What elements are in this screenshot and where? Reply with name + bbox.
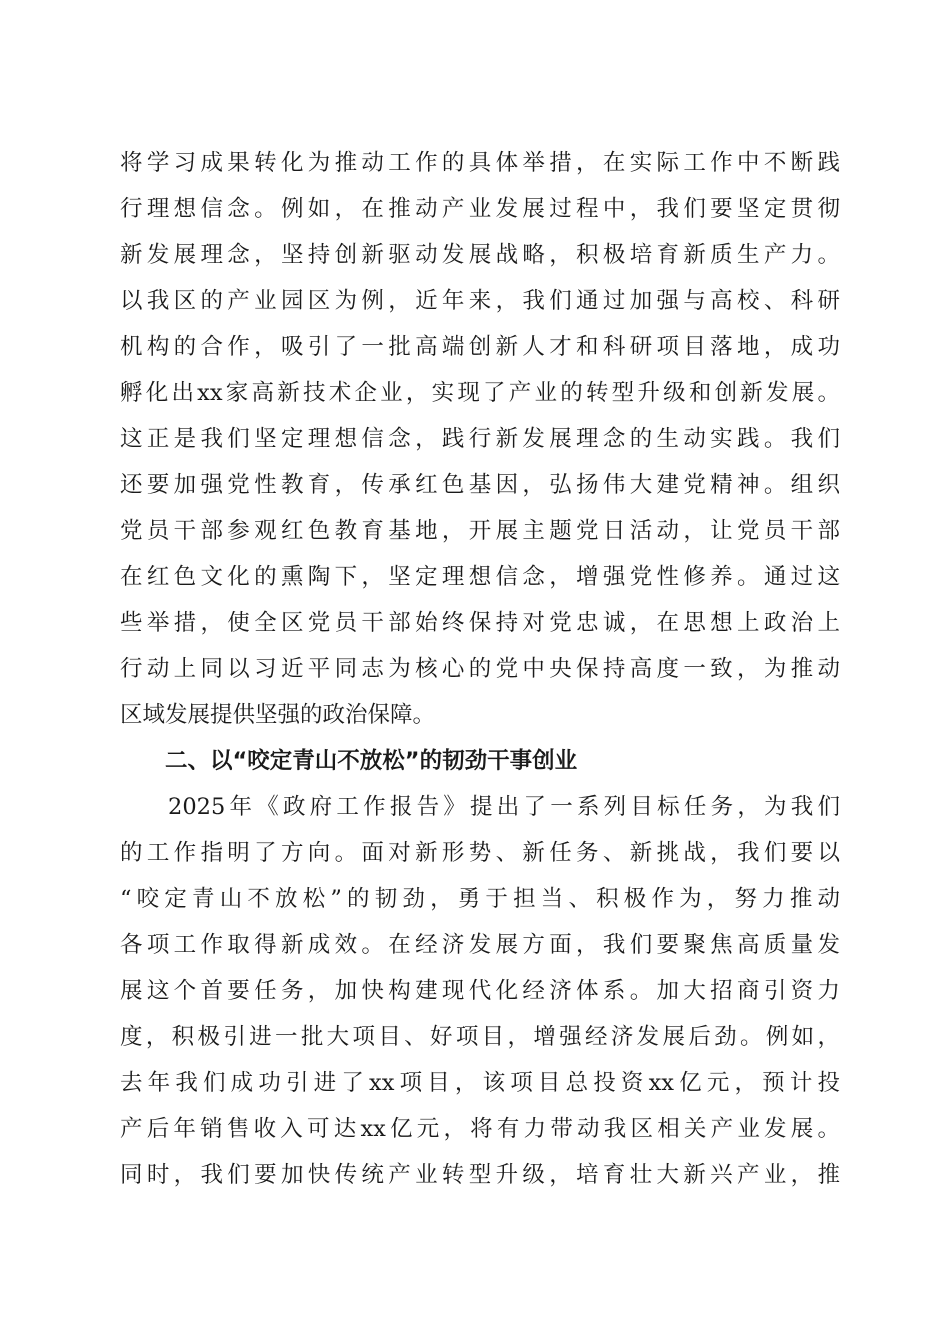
paragraph-line: 度，积极引进一批大项目、好项目，增强经济发展后劲。例如， [120,1024,840,1050]
paragraph-2 [120,784,840,1198]
paragraph-line: 以我区的产业园区为例，近年来，我们通过加强与高校、科研 [120,288,840,314]
paragraph-line: 的工作指明了方向。面对新形势、新任务、新挑战，我们要以 [120,840,840,866]
paragraph-line: 在红色文化的熏陶下，坚定理想信念，增强党性修养。通过这 [120,564,840,590]
paragraph-line: 党员干部参观红色教育基地，开展主题党日活动，让党员干部 [120,518,840,544]
paragraph-line: 2025年《政府工作报告》提出了一系列目标任务，为我们 [168,794,840,820]
document-body [120,140,840,1198]
paragraph-line: 行理想信念。例如，在推动产业发展过程中，我们要坚定贯彻 [120,196,840,222]
paragraph-line: 机构的合作，吸引了一批高端创新人才和科研项目落地，成功 [120,334,840,360]
paragraph-line: 些举措，使全区党员干部始终保持对党忠诚，在思想上政治上 [120,610,840,636]
paragraph-line: 各项工作取得新成效。在经济发展方面，我们要聚焦高质量发 [120,932,840,958]
paragraph-line: 区域发展提供坚强的政治保障。 [120,702,436,728]
paragraph-line: 行动上同以习近平同志为核心的党中央保持高度一致，为推动 [120,656,840,682]
section-heading: 二、以“咬定青山不放松”的韧劲干事创业 [165,748,578,774]
paragraph-line: 将学习成果转化为推动工作的具体举措，在实际工作中不断践 [120,150,840,176]
paragraph-line: 孵化出xx家高新技术企业，实现了产业的转型升级和创新发展。 [120,380,840,406]
paragraph-line: 这正是我们坚定理想信念，践行新发展理念的生动实践。我们 [120,426,840,452]
paragraph-line: 产后年销售收入可达xx亿元，将有力带动我区相关产业发展。 [120,1116,840,1142]
paragraph-line: 同时，我们要加快传统产业转型升级，培育壮大新兴产业，推 [120,1162,840,1188]
paragraph-line: 新发展理念，坚持创新驱动发展战略，积极培育新质生产力。 [120,242,840,268]
paragraph-line: “咬定青山不放松”的韧劲，勇于担当、积极作为，努力推动 [120,886,840,912]
paragraph-line: 去年我们成功引进了xx项目，该项目总投资xx亿元，预计投 [120,1070,840,1096]
paragraph-1 [120,140,840,738]
paragraph-line: 还要加强党性教育，传承红色基因，弘扬伟大建党精神。组织 [120,472,840,498]
paragraph-line: 展这个首要任务，加快构建现代化经济体系。加大招商引资力 [120,978,840,1004]
